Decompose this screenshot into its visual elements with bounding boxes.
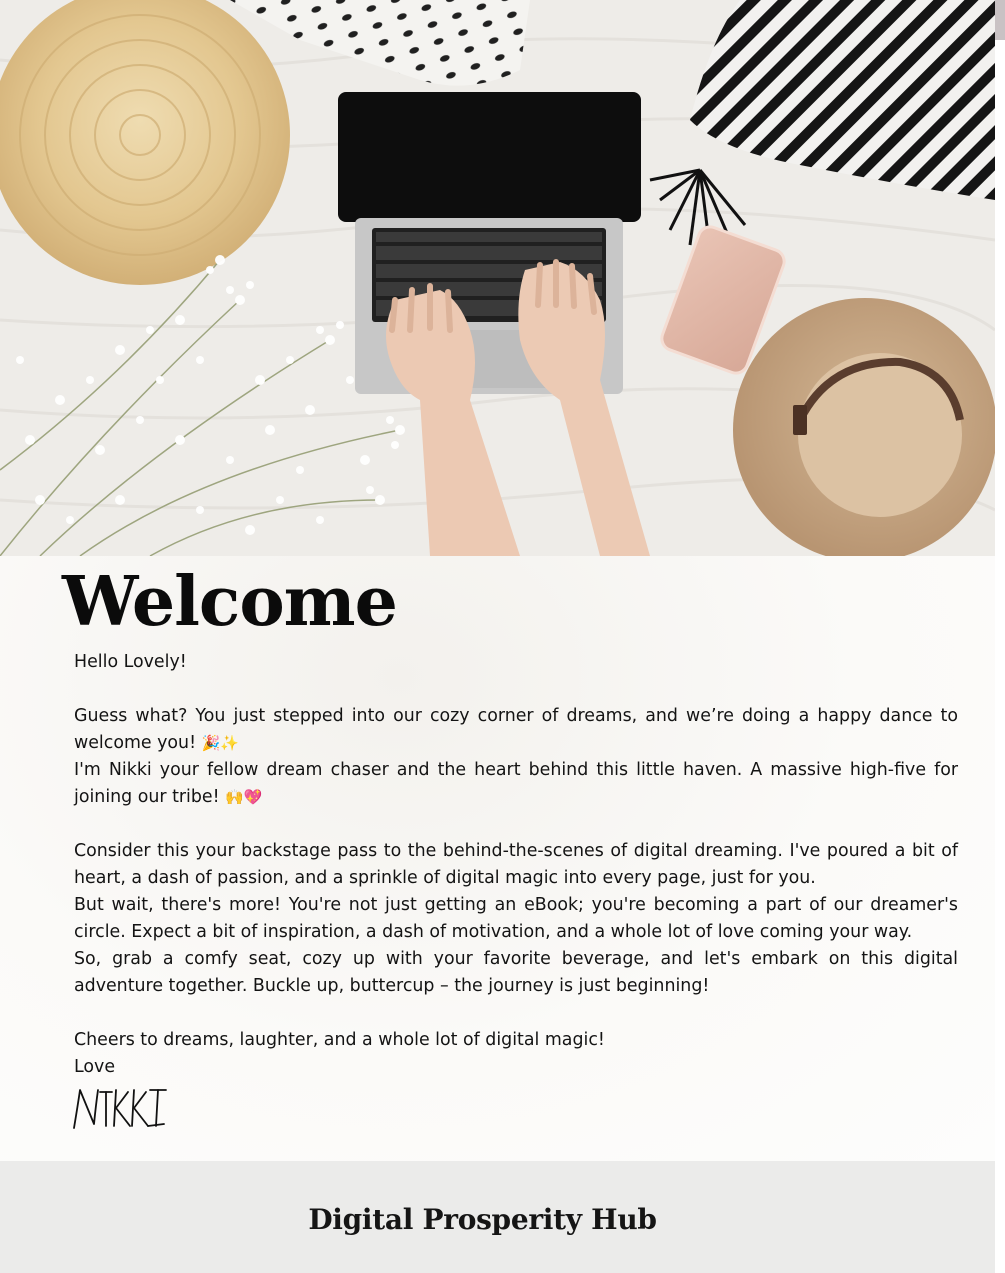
high-five-heart-emoji-icon: 🙌💖 [225,788,263,806]
paragraph-gap [74,1000,958,1027]
greeting: Hello Lovely! [74,652,187,672]
footer-band [0,1161,995,1273]
signature-drawing [70,1084,180,1132]
hero-photo [0,0,995,556]
welcome-heading: Welcome [62,562,397,642]
letter-section [0,556,995,1161]
paragraph-more: But wait, there's more! You're not just getting an eBook; you're becoming a part of our dreamer's circle. Expect a bit of inspiration, a dash of motivation, and a whole lot of love coming your way. [74,895,958,942]
signoff: Love [74,1057,116,1077]
hero-illustration [0,0,995,556]
page-edge-accent [995,0,1005,40]
paragraph-intro [74,757,958,811]
paragraph-welcome [74,703,958,757]
paragraph-intro-text: I'm Nikki your fellow dream chaser and the heart behind this little haven. A massive high-five for joining our tribe! [74,760,958,807]
paragraph-gap [74,811,958,838]
paragraph-gap [74,676,958,703]
party-emoji-icon: 🎉✨ [201,734,239,752]
signature-nikki [70,1084,180,1136]
paragraph-adventure: So, grab a comfy seat, cozy up with your favorite beverage, and let's embark on this digital adventure together. Buckle up, buttercup – the journey is just beginning! [74,949,958,996]
paragraph-welcome-text: Guess what? You just stepped into our cozy corner of dreams, and we’re doing a happy dance to welcome you! [74,706,958,753]
closing-line: Cheers to dreams, laughter, and a whole lot of digital magic! [74,1030,605,1050]
page-edge [995,0,1005,1273]
brand-name: Digital Prosperity Hub [308,1203,657,1236]
paragraph-backstage: Consider this your backstage pass to the behind-the-scenes of digital dreaming. I've poured a bit of heart, a dash of passion, and a sprinkle of digital magic into every page, just for you. [74,841,958,888]
letter-body [74,649,958,1081]
